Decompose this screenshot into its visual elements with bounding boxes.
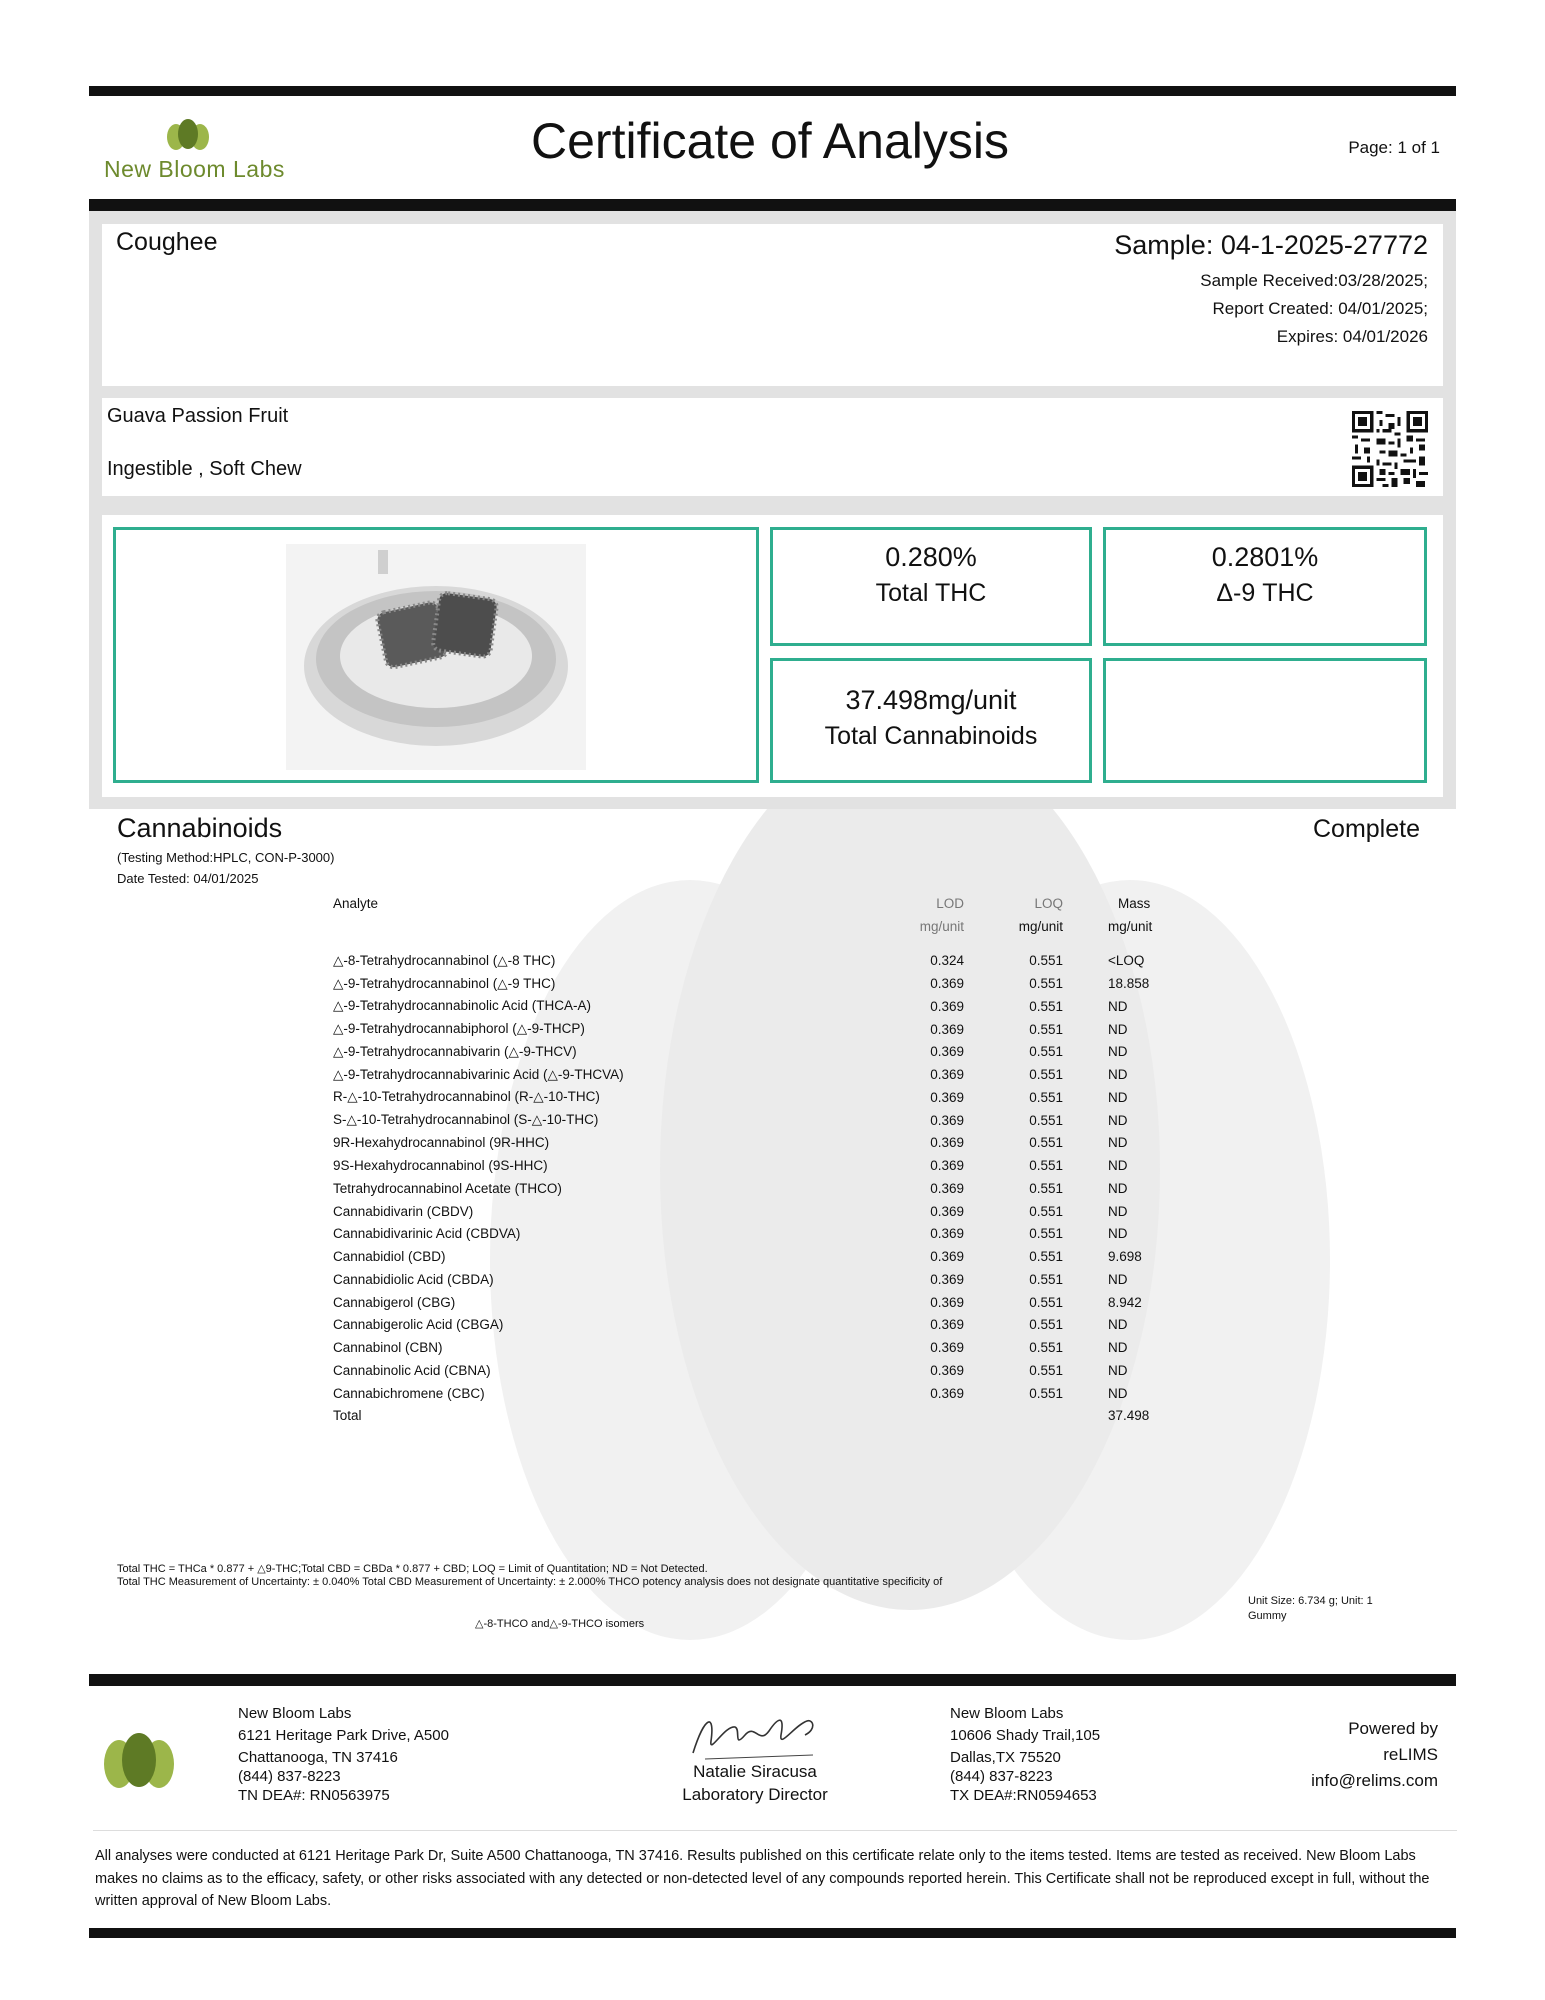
analyte-table [333, 892, 1238, 1427]
table-row [333, 1359, 1238, 1382]
lod-value: 0.369 [930, 1340, 964, 1356]
loq-value: 0.551 [1029, 1203, 1063, 1219]
lod-value: 0.369 [930, 1203, 964, 1219]
mass-value: 8.942 [1108, 1294, 1142, 1310]
loq-value: 0.551 [1029, 1112, 1063, 1128]
notes-line-2: Total THC Measurement of Uncertainty: ± 0.040% Total CBD Measurement of Uncertainty: ± 2.000% THCO potency analysis does not designate quantitative specificity of [117, 1576, 943, 1588]
lod-value: 0.369 [930, 1271, 964, 1287]
lab2-address-block [950, 1703, 1100, 1807]
lab1-dea: TN DEA#: RN0563975 [238, 1787, 390, 1804]
notes-line-3: △-8-THCO and△-9-THCO isomers [475, 1618, 645, 1630]
loq-value: 0.551 [1029, 1021, 1063, 1037]
table-row [333, 1200, 1238, 1223]
table-row [333, 1268, 1238, 1291]
table-header-row [333, 892, 1238, 915]
lab1-address: 6121 Heritage Park Drive, A500 [238, 1727, 449, 1744]
table-row [333, 1291, 1238, 1314]
unit-size: Unit Size: 6.734 g; Unit: 1 Gummy [1248, 1595, 1373, 1622]
analyte-name: △-9-Tetrahydrocannabivarin (△-9-THCV) [333, 1043, 577, 1059]
testing-method: (Testing Method:HPLC, CON-P-3000) [117, 850, 335, 865]
sample-received: Sample Received:03/28/2025; [1200, 271, 1428, 290]
analyte-name: Cannabidiolic Acid (CBDA) [333, 1271, 494, 1287]
total-cannabinoids-label: Total Cannabinoids [824, 722, 1038, 750]
lod-value: 0.369 [930, 1249, 964, 1265]
disclaimer: All analyses were conducted at 6121 Heritage Park Dr, Suite A500 Chattanooga, TN 37416. Results published on this certificate relate only to the items tested. Items are tested as received. New Bloom Labs makes no claims as to the efficacy, safety, or other risks associated with any detected or non-detected level of any compounds reported herein. This Certificate shall not be reproduced except in full, without the written approval of New Bloom Labs. [95, 1848, 1430, 1909]
lab1-address-block [238, 1703, 449, 1807]
lod-value: 0.369 [930, 1317, 964, 1333]
product-name: Coughee [116, 228, 218, 256]
lab2-address: 10606 Shady Trail,105 [950, 1727, 1101, 1744]
footer-divider [93, 1830, 1457, 1831]
mass-value: ND [1108, 1135, 1128, 1151]
table-row [333, 1245, 1238, 1268]
analyte-name: Cannabigerolic Acid (CBGA) [333, 1317, 504, 1333]
loq-value: 0.551 [1029, 1180, 1063, 1196]
analyte-name: Cannabinolic Acid (CBNA) [333, 1362, 491, 1378]
table-row [333, 972, 1238, 995]
powered-by-block [1240, 1716, 1438, 1794]
qr-code-icon[interactable] [1352, 411, 1428, 487]
lod-value: 0.369 [930, 1294, 964, 1310]
table-total-row [333, 1405, 1238, 1428]
table-row [333, 1041, 1238, 1064]
mass-value: ND [1108, 1317, 1128, 1333]
date-tested: Date Tested: 04/01/2025 [117, 871, 259, 886]
mass-value: ND [1108, 1180, 1128, 1196]
product-photo [286, 544, 586, 770]
loq-value: 0.551 [1029, 1044, 1063, 1060]
table-row [333, 1132, 1238, 1155]
mass-value: ND [1108, 1362, 1128, 1378]
analyte-name: Cannabinol (CBN) [333, 1340, 443, 1356]
signer-title: Laboratory Director [682, 1785, 828, 1804]
analyte-name: 9R-Hexahydrocannabinol (9R-HHC) [333, 1135, 550, 1151]
mass-value: ND [1108, 1158, 1128, 1174]
analyte-name: Cannabichromene (CBC) [333, 1385, 485, 1401]
sample-id: Sample: 04-1-2025-27772 [1114, 230, 1428, 260]
lod-value: 0.369 [930, 1158, 964, 1174]
lod-value: 0.324 [930, 953, 964, 969]
loq-value: 0.551 [1029, 1135, 1063, 1151]
total-thc-value: 0.280% [885, 542, 977, 572]
signature-image [685, 1705, 825, 1763]
lab2-city: Dallas,TX 75520 [950, 1749, 1061, 1766]
table-row [333, 1177, 1238, 1200]
lod-value: 0.369 [930, 1044, 964, 1060]
lod-value: 0.369 [930, 1226, 964, 1242]
total-thc-label: Total THC [875, 579, 987, 607]
analyte-name: S-△-10-Tetrahydrocannabinol (S-△-10-THC) [333, 1112, 599, 1128]
mass-value: ND [1108, 1385, 1128, 1401]
col-mass: Mass [1118, 895, 1151, 911]
table-row [333, 1314, 1238, 1337]
footer-logo-icon [103, 1732, 175, 1790]
col-loq-unit: mg/unit [1018, 918, 1063, 934]
loq-value: 0.551 [1029, 1340, 1063, 1356]
mass-value: ND [1108, 1112, 1128, 1128]
loq-value: 0.551 [1029, 998, 1063, 1014]
lod-value: 0.369 [930, 998, 964, 1014]
mass-value: 18.858 [1108, 976, 1150, 992]
mass-value: <LOQ [1108, 953, 1145, 969]
table-row [333, 1382, 1238, 1405]
top-rule [89, 86, 1456, 96]
col-mass-unit: mg/unit [1108, 918, 1153, 934]
lab2-dea: TX DEA#:RN0594653 [950, 1787, 1097, 1804]
expiration-date: Expires: 04/01/2026 [1276, 327, 1428, 346]
mass-value: ND [1108, 1044, 1128, 1060]
report-created: Report Created: 04/01/2025; [1212, 299, 1428, 318]
d9-thc-card [1103, 527, 1427, 646]
loq-value: 0.551 [1029, 1067, 1063, 1083]
page-number: Page: 1 of 1 [1348, 138, 1440, 157]
logo-icon [166, 118, 210, 152]
lod-value: 0.369 [930, 1067, 964, 1083]
mass-value: 9.698 [1108, 1249, 1142, 1265]
d9-thc-value: 0.2801% [1211, 542, 1319, 572]
empty-summary-card [1103, 658, 1427, 783]
lod-value: 0.369 [930, 1385, 964, 1401]
lod-value: 0.369 [930, 1180, 964, 1196]
mass-value: ND [1108, 998, 1128, 1014]
analyte-name: △-9-Tetrahydrocannabinolic Acid (THCA-A) [333, 998, 591, 1014]
loq-value: 0.551 [1029, 1226, 1063, 1242]
mass-value: ND [1108, 1021, 1128, 1037]
analyte-name: △-9-Tetrahydrocannabivarinic Acid (△-9-THCVA) [333, 1066, 624, 1082]
lab1-city: Chattanooga, TN 37416 [238, 1749, 398, 1766]
total-cannabinoids-value: 37.498mg/unit [845, 685, 1017, 715]
loq-value: 0.551 [1029, 953, 1063, 969]
analyte-name: △-9-Tetrahydrocannabiphorol (△-9-THCP) [333, 1021, 585, 1037]
table-units-row [333, 915, 1238, 938]
page-title: Certificate of Analysis [531, 113, 1009, 169]
powered-by-name: reLIMS [1383, 1745, 1438, 1764]
powered-by-label: Powered by [1348, 1719, 1438, 1738]
notes-line-1: Total THC = THCa * 0.877 + △9-THC;Total CBD = CBDa * 0.877 + CBD; LOQ = Limit of Quantitation; ND = Not Detected. [117, 1563, 708, 1575]
lab1-phone: (844) 837-8223 [238, 1768, 341, 1785]
lod-value: 0.369 [930, 976, 964, 992]
col-lod: LOD [936, 895, 964, 911]
footer-top-rule [89, 1674, 1456, 1686]
lod-value: 0.369 [930, 1362, 964, 1378]
product-photo-frame [113, 527, 759, 783]
table-row [333, 1063, 1238, 1086]
lab2-phone: (844) 837-8223 [950, 1768, 1053, 1785]
table-row [333, 1109, 1238, 1132]
total-mass: 37.498 [1108, 1408, 1150, 1424]
product-category: Ingestible , Soft Chew [107, 458, 302, 480]
table-row [333, 950, 1238, 973]
total-label: Total [333, 1408, 362, 1424]
col-analyte: Analyte [333, 895, 379, 911]
lab2-name: New Bloom Labs [950, 1705, 1064, 1722]
d9-thc-label: Δ-9 THC [1216, 579, 1314, 607]
table-row [333, 1336, 1238, 1359]
bottom-rule [89, 1928, 1456, 1938]
product-flavor: Guava Passion Fruit [107, 405, 289, 427]
col-loq: LOQ [1034, 895, 1063, 911]
loq-value: 0.551 [1029, 1362, 1063, 1378]
mass-value: ND [1108, 1271, 1128, 1287]
mass-value: ND [1108, 1067, 1128, 1083]
lod-value: 0.369 [930, 1135, 964, 1151]
analyte-name: △-8-Tetrahydrocannabinol (△-8 THC) [333, 952, 556, 968]
lab1-name: New Bloom Labs [238, 1705, 352, 1722]
section-title: Cannabinoids [117, 813, 283, 843]
mass-value: ND [1108, 1340, 1128, 1356]
table-row [333, 1223, 1238, 1246]
analyte-name: Cannabidivarinic Acid (CBDVA) [333, 1226, 521, 1242]
logo-text: New Bloom Labs [104, 156, 285, 182]
mass-value: ND [1108, 1226, 1128, 1242]
loq-value: 0.551 [1029, 1271, 1063, 1287]
table-row [333, 1086, 1238, 1109]
analyte-name: △-9-Tetrahydrocannabinol (△-9 THC) [333, 975, 556, 991]
mass-value: ND [1108, 1203, 1128, 1219]
table-row [333, 995, 1238, 1018]
loq-value: 0.551 [1029, 1158, 1063, 1174]
analyte-name: Cannabidivarin (CBDV) [333, 1203, 474, 1219]
product-info-card [102, 398, 1443, 496]
total-cannabinoids-card [770, 658, 1092, 783]
signer-name: Natalie Siracusa [693, 1762, 817, 1781]
lod-value: 0.369 [930, 1021, 964, 1037]
loq-value: 0.551 [1029, 1294, 1063, 1310]
powered-by-email[interactable]: info@relims.com [1311, 1771, 1438, 1790]
table-row [333, 1154, 1238, 1177]
total-thc-card [770, 527, 1092, 646]
loq-value: 0.551 [1029, 1385, 1063, 1401]
col-lod-unit: mg/unit [919, 918, 964, 934]
lod-value: 0.369 [930, 1112, 964, 1128]
lod-value: 0.369 [930, 1089, 964, 1105]
analyte-name: Cannabigerol (CBG) [333, 1294, 456, 1310]
loq-value: 0.551 [1029, 1317, 1063, 1333]
table-row [333, 1018, 1238, 1041]
loq-value: 0.551 [1029, 1089, 1063, 1105]
analyte-name: Tetrahydrocannabinol Acetate (THCO) [333, 1180, 562, 1196]
analyte-name: Cannabidiol (CBD) [333, 1249, 446, 1265]
header-rule [89, 199, 1456, 211]
analyte-name: R-△-10-Tetrahydrocannabinol (R-△-10-THC) [333, 1089, 600, 1105]
loq-value: 0.551 [1029, 1249, 1063, 1265]
loq-value: 0.551 [1029, 976, 1063, 992]
mass-value: ND [1108, 1089, 1128, 1105]
analyte-name: 9S-Hexahydrocannabinol (9S-HHC) [333, 1158, 548, 1174]
section-status: Complete [1313, 815, 1420, 843]
